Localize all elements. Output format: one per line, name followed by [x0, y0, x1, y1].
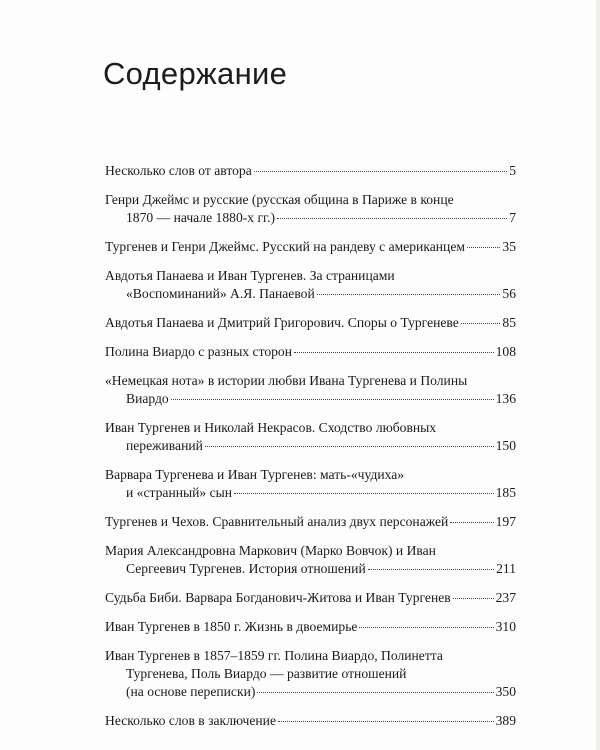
dot-leader — [368, 569, 494, 570]
toc-entry-title-line: 1870 — начале 1880-х гг.) — [126, 210, 275, 225]
toc-entry-title-line: Полина Виардо с разных сторон — [105, 344, 293, 359]
toc-entry-title-line: Варвара Тургенева и Иван Тургенев: мать-«чудиха» — [105, 467, 405, 482]
dot-leader — [453, 598, 494, 599]
toc-page-number: 310 — [495, 619, 516, 634]
toc-entry-title-line: Тургенев и Генри Джеймс. Русский на рандеву с американцем — [105, 239, 465, 254]
page-title: Содержание — [103, 56, 288, 91]
toc-page-number: 85 — [502, 315, 516, 330]
toc-entry-title-line: и «странный» сын — [126, 485, 233, 500]
toc-entry[interactable] — [105, 513, 516, 531]
toc-page-number: 150 — [495, 438, 516, 453]
toc-page-number: 35 — [502, 239, 516, 254]
toc-entry[interactable] — [105, 267, 516, 303]
toc-entry[interactable] — [105, 712, 516, 730]
dot-leader — [234, 493, 494, 494]
toc-page-number: 108 — [495, 344, 516, 359]
toc-page-number: 350 — [495, 684, 516, 699]
toc-page-number: 237 — [495, 590, 516, 605]
toc-page-number: 56 — [502, 286, 516, 301]
toc-entry-title-line: Тургенева, Поль Виардо — развитие отношений — [126, 666, 407, 681]
toc-entry-title-line: Виардо — [126, 391, 169, 406]
toc-entry-title-line: «Немецкая нота» в истории любви Ивана Тургенева и Полины — [105, 373, 468, 388]
dot-leader — [294, 352, 494, 353]
toc-entry-title-line: Генри Джеймс и русские (русская община в Париже в конце — [105, 192, 454, 207]
toc-entry[interactable] — [105, 191, 516, 227]
toc-entry[interactable] — [105, 647, 516, 701]
toc-page-number: 197 — [495, 514, 516, 529]
toc-entry[interactable] — [105, 238, 516, 256]
toc-entry[interactable] — [105, 343, 516, 361]
dot-leader — [171, 399, 494, 400]
dot-leader — [450, 522, 493, 523]
toc-entry-title-line: «Воспоминаний» А.Я. Панаевой — [126, 286, 315, 301]
toc-page-number: 389 — [495, 713, 516, 728]
toc-page-number: 5 — [509, 163, 516, 178]
toc-page-number: 185 — [495, 485, 516, 500]
dot-leader — [461, 323, 501, 324]
toc-entry[interactable] — [105, 314, 516, 332]
dot-leader — [205, 446, 494, 447]
toc-entry[interactable] — [105, 162, 516, 180]
toc-entry-title-line: Авдотья Панаева и Иван Тургенев. За страницами — [105, 268, 395, 283]
toc-page-number: 7 — [509, 210, 516, 225]
dot-leader — [359, 627, 493, 628]
toc-entry-title-line: Иван Тургенев и Николай Некрасов. Сходство любовных — [105, 420, 437, 435]
toc-entry[interactable] — [105, 372, 516, 408]
toc-entry[interactable] — [105, 466, 516, 502]
dot-leader — [467, 247, 500, 248]
toc-entry[interactable] — [105, 419, 516, 455]
toc-entry-title-line: Иван Тургенев в 1857–1859 гг. Полина Виардо, Полинетта — [105, 648, 443, 663]
toc-entry-title-line: (на основе переписки) — [126, 684, 256, 699]
toc-entry-title-line: Несколько слов в заключение — [105, 713, 276, 728]
table-of-contents — [105, 162, 516, 741]
toc-entry-title-line: Тургенев и Чехов. Сравнительный анализ двух персонажей — [105, 514, 449, 529]
dot-leader — [257, 692, 493, 693]
toc-entry-title-line: Авдотья Панаева и Дмитрий Григорович. Споры о Тургеневе — [105, 315, 459, 330]
toc-page-number: 136 — [495, 391, 516, 406]
dot-leader — [317, 294, 501, 295]
toc-entry-title-line: Мария Александровна Маркович (Марко Вовчок) и Иван — [105, 543, 436, 558]
toc-entry[interactable] — [105, 589, 516, 607]
dot-leader — [278, 721, 494, 722]
dot-leader — [254, 171, 507, 172]
toc-entry-title-line: Сергеевич Тургенев. История отношений — [126, 561, 366, 576]
toc-entry-title-line: переживаний — [126, 438, 203, 453]
toc-entry-title-line: Несколько слов от автора — [105, 163, 252, 178]
toc-entry-title-line: Судьба Биби. Варвара Богданович-Житова и Иван Тургенев — [105, 590, 451, 605]
toc-entry[interactable] — [105, 542, 516, 578]
toc-entry-title-line: Иван Тургенев в 1850 г. Жизнь в двоемирье — [105, 619, 358, 634]
dot-leader — [277, 218, 507, 219]
toc-entry[interactable] — [105, 618, 516, 636]
page-edge — [596, 0, 600, 750]
toc-page-number: 211 — [496, 561, 516, 576]
